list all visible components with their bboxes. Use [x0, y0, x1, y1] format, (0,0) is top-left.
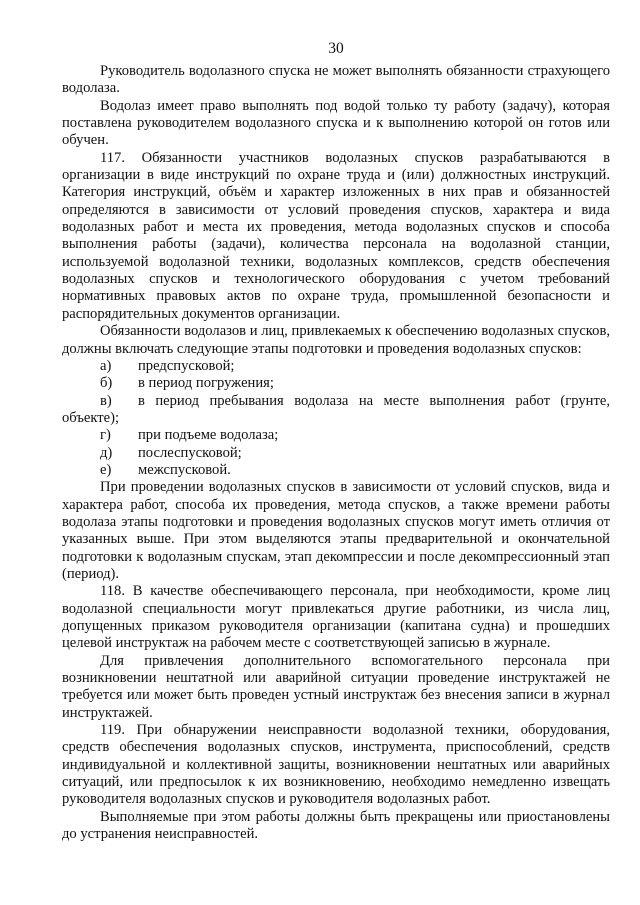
- list-marker: в): [100, 392, 112, 409]
- list-marker: д): [100, 444, 113, 461]
- list-item-text: послеспусковой;: [138, 444, 242, 461]
- list-marker: а): [100, 357, 112, 374]
- list-item-text: при подъеме водолаза;: [138, 427, 279, 444]
- list-item-text: межспусковой.: [138, 461, 231, 478]
- paragraph: Руководитель водолазного спуска не может выполнять обязанности страхующего водолаза.: [62, 63, 610, 97]
- paragraph: Для привлечения дополнительного вспомогательного персонала при возникновении нештатной или аварийной ситуации проведение инструктажей не требуется или может быть проведен устный инструктаж без внесения записи в журнал инструктажей.: [62, 652, 610, 721]
- stages-list: [62, 358, 610, 479]
- list-item: [62, 462, 610, 479]
- list-marker: б): [100, 375, 113, 392]
- list-item-text: в период пребывания водолаза на месте выполнения работ (грунте, объекте);: [62, 392, 610, 426]
- list-item: [62, 358, 610, 375]
- paragraph: Водолаз имеет право выполнять под водой только ту работу (задачу), которая поставлена руководителем водолазного спуска и к выполнению которой он готов или обучен.: [62, 97, 610, 149]
- list-item-text: в период погружения;: [138, 375, 274, 392]
- list-marker: г): [100, 427, 111, 444]
- list-item: [62, 393, 610, 428]
- list-item: [62, 375, 610, 392]
- paragraph: Обязанности водолазов и лиц, привлекаемых к обеспечению водолазных спусков, должны включать следующие этапы подготовки и проведения водолазных спусков:: [62, 323, 610, 357]
- list-item: [62, 427, 610, 444]
- list-marker: е): [100, 461, 112, 478]
- paragraph: 117. Обязанности участников водолазных спусков разрабатываются в организации в виде инструкций по охране труда и (или) должностных инструкций. Категория инструкций, объём и характер изложенных в них прав и обязанностей определяются в зависимости от условий проведения спусков, характера и вида водолазных работ и места их проведения, метода водолазных спусков и способа выполнения работы (задачи), количества персонала на водолазной станции, используемой водолазной техники, водолазных комплексов, средств обеспечения водолазных спусков и технологического оборудования с учетом требований нормативных правовых актов по охране труда, промышленной безопасности и распорядительных документов организации.: [62, 149, 610, 322]
- paragraph: 118. В качестве обеспечивающего персонала, при необходимости, кроме лиц водолазной специальности могут привлекаться другие работники, из числа лиц, допущенных приказом руководителя организации (капитана судна) и прошедших целевой инструктаж на рабочем месте с соответствующей записью в журнале.: [62, 583, 610, 652]
- paragraph: Выполняемые при этом работы должны быть прекращены или приостановлены до устранения неисправностей.: [62, 808, 610, 843]
- page-number: 30: [328, 40, 344, 57]
- paragraph: При проведении водолазных спусков в зависимости от условий спусков, вида и характера работ, способа их проведения, метода спусков, а также времени работы водолаза этапы подготовки и проведения водолазных спусков могут иметь отличия от указанных выше. При этом выделяются этапы предварительной и окончательной подготовки к водолазным спускам, этап декомпрессии и после декомпрессионный этап (период).: [62, 479, 610, 582]
- list-item: [62, 445, 610, 462]
- list-item-text: предспусковой;: [138, 357, 235, 374]
- paragraph: 119. При обнаружении неисправности водолазной техники, оборудования, средств обеспечения водолазных спусков, инструмента, приспособлений, средств индивидуальной и коллективной защиты, возникновении нештатных или аварийных ситуаций, или предпосылок к их возникновению, необходимо немедленно извещать руководителя водолазных спусков и руководителя водолазных работ.: [62, 722, 610, 808]
- document-body: [62, 63, 610, 843]
